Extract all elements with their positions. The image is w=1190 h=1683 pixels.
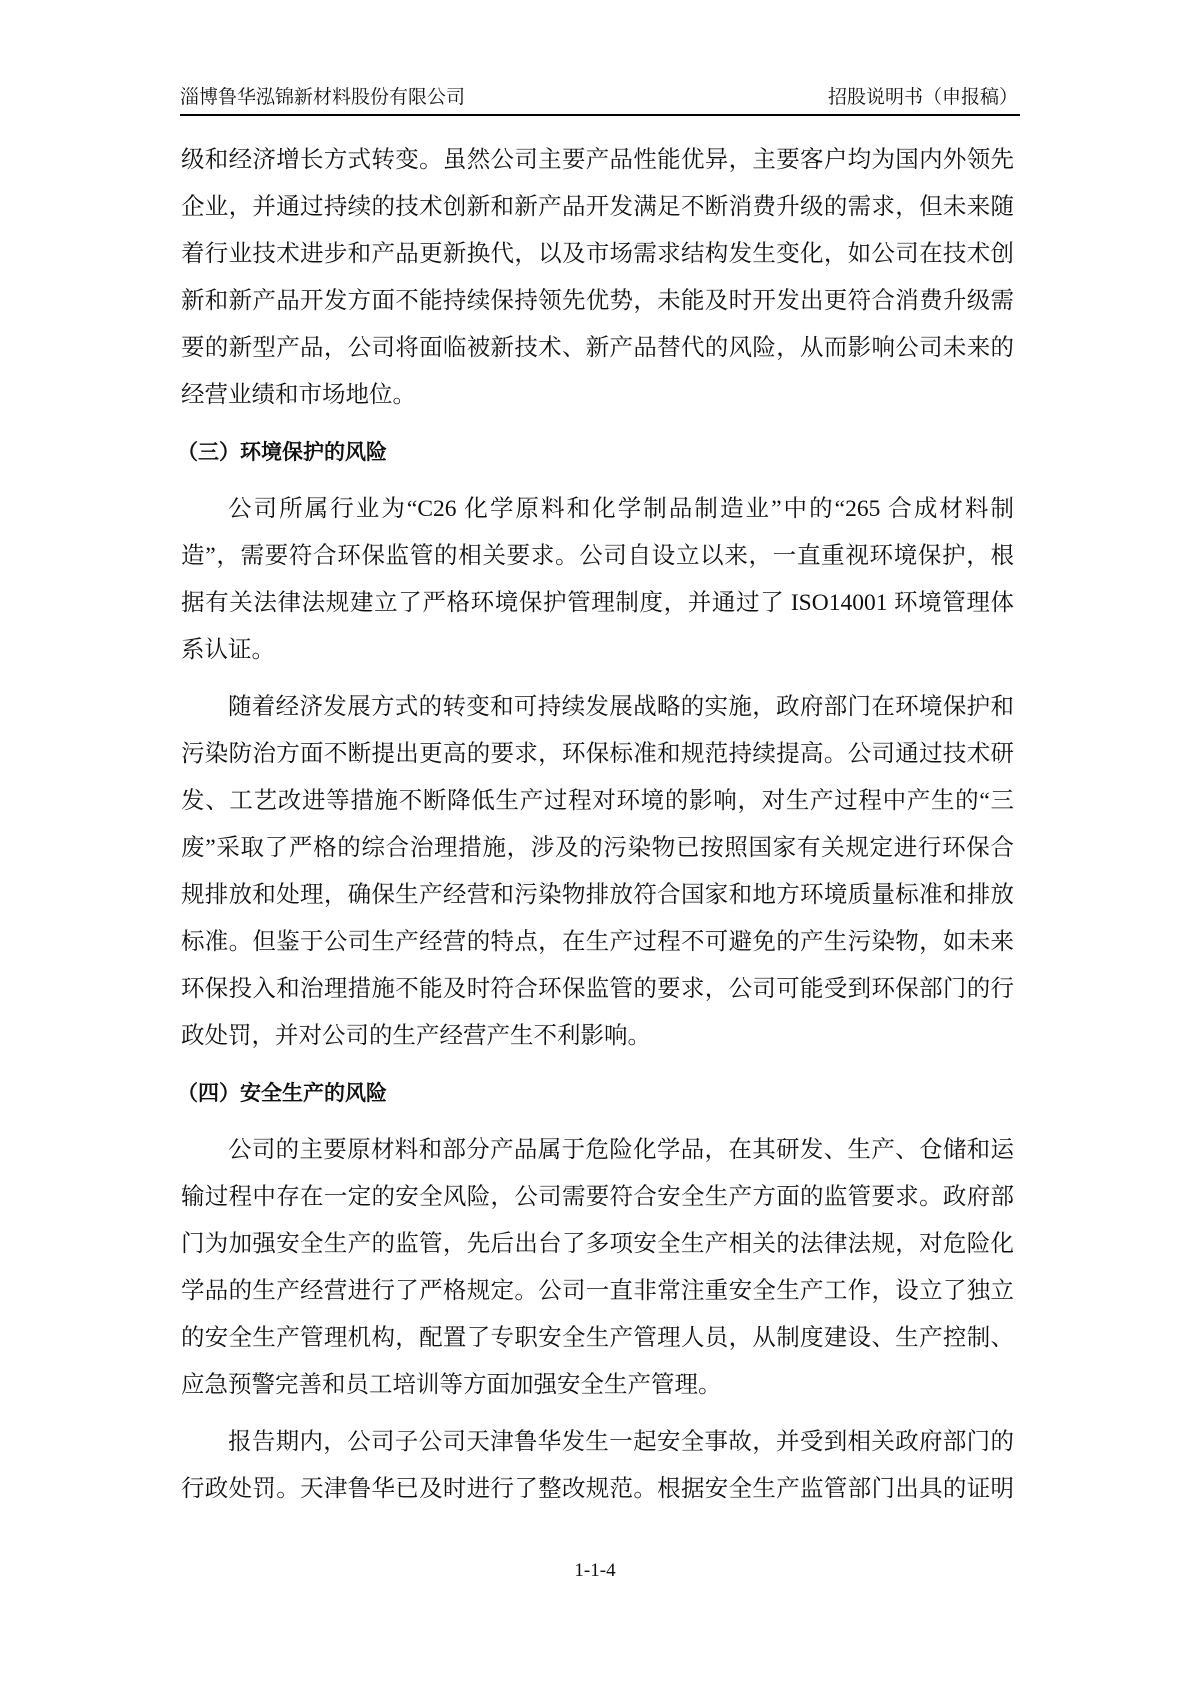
text-line: 级和经济增长方式转变。虽然公司主要产品性能优异，主要客户均为国内外领先 bbox=[181, 147, 1014, 173]
text-line: 门为加强安全生产的监管，先后出台了多项安全生产相关的法律法规，对危险化 bbox=[181, 1231, 1014, 1257]
text-line: 造”，需要符合环保监管的相关要求。公司自设立以来，一直重视环境保护，根 bbox=[181, 543, 1014, 569]
text-line: 公司所属行业为“C26 化学原料和化学制品制造业”中的“265 合成材料制 bbox=[228, 496, 1014, 522]
text-line: 应急预警完善和员工培训等方面加强安全生产管理。 bbox=[181, 1372, 722, 1398]
text-line: 发、工艺改进等措施不断降低生产过程对环境的影响，对生产过程中产生的“三 bbox=[181, 788, 1014, 814]
section-heading: （三）环境保护的风险 bbox=[177, 441, 387, 464]
text-line: 着行业技术进步和产品更新换代，以及市场需求结构发生变化，如公司在技术创 bbox=[181, 241, 1014, 267]
text-line: 规排放和处理，确保生产经营和污染物排放符合国家和地方环境质量标准和排放 bbox=[181, 882, 1014, 908]
text-line: 环保投入和治理措施不能及时符合环保监管的要求，公司可能受到环保部门的行 bbox=[181, 976, 1014, 1002]
section-heading: （四）安全生产的风险 bbox=[177, 1082, 387, 1105]
header-company-name: 淄博鲁华泓锦新材料股份有限公司 bbox=[180, 87, 466, 108]
text-line: 政处罚，并对公司的生产经营产生不利影响。 bbox=[181, 1023, 651, 1049]
text-line: 经营业绩和市场地位。 bbox=[181, 382, 416, 408]
text-line: 污染防治方面不断提出更高的要求，环保标准和规范持续提高。公司通过技术研 bbox=[181, 741, 1014, 767]
paragraph bbox=[181, 1127, 1014, 1409]
text-line: 公司的主要原材料和部分产品属于危险化学品，在其研发、生产、仓储和运 bbox=[228, 1137, 1014, 1163]
text-line: 据有关法律法规建立了严格环境保护管理制度，并通过了 ISO14001 环境管理体 bbox=[181, 590, 1014, 616]
text-line: 学品的生产经营进行了严格规定。公司一直非常注重安全生产工作，设立了独立 bbox=[181, 1278, 1014, 1304]
text-line: 输过程中存在一定的安全风险，公司需要符合安全生产方面的监管要求。政府部 bbox=[181, 1184, 1014, 1210]
text-line: 行政处罚。天津鲁华已及时进行了整改规范。根据安全生产监管部门出具的证明 bbox=[181, 1476, 1014, 1502]
text-line: 要的新型产品，公司将面临被新技术、新产品替代的风险，从而影响公司未来的 bbox=[181, 335, 1014, 361]
page-number: 1-1-4 bbox=[574, 1560, 616, 1581]
text-line: 随着经济发展方式的转变和可持续发展战略的实施，政府部门在环境保护和 bbox=[228, 694, 1014, 720]
paragraph bbox=[181, 1419, 1014, 1513]
text-line: 企业，并通过持续的技术创新和新产品开发满足不断消费升级的需求，但未来随 bbox=[181, 194, 1014, 220]
page-header bbox=[180, 84, 1020, 116]
paragraph bbox=[181, 486, 1014, 674]
text-line: 系认证。 bbox=[181, 637, 275, 663]
text-line: 新和新产品开发方面不能持续保持领先优势，未能及时开发出更符合消费升级需 bbox=[181, 288, 1014, 314]
paragraph bbox=[181, 137, 1014, 419]
paragraph bbox=[181, 684, 1014, 1060]
document-body bbox=[177, 137, 1014, 1523]
text-line: 的安全生产管理机构，配置了专职安全生产管理人员，从制度建设、生产控制、 bbox=[181, 1325, 1014, 1351]
text-line: 废”采取了严格的综合治理措施，涉及的污染物已按照国家有关规定进行环保合 bbox=[181, 835, 1014, 861]
text-line: 报告期内，公司子公司天津鲁华发生一起安全事故，并受到相关政府部门的 bbox=[228, 1429, 1014, 1455]
header-document-title: 招股说明书（申报稿） bbox=[827, 87, 1018, 108]
text-line: 标准。但鉴于公司生产经营的特点，在生产过程不可避免的产生污染物，如未来 bbox=[181, 929, 1014, 955]
